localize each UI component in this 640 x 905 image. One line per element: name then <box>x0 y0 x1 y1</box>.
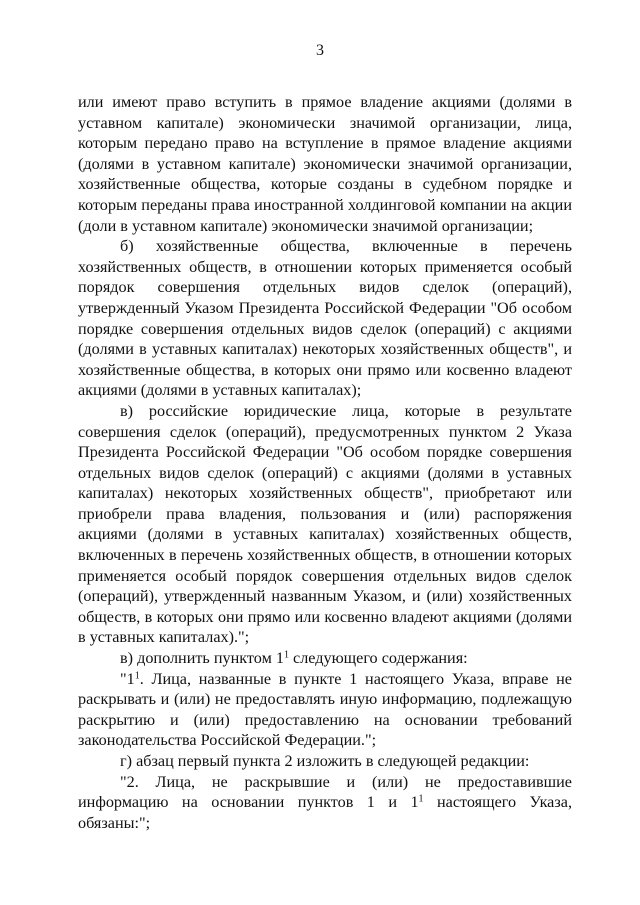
paragraph-b: б) хозяйственные общества, включенные в перечень хозяйственных обществ, в отношении которых применяется особый порядок совершения отдельных видов сделок (операций), утвержденный Указом Президента Российской Федерации "Об особом порядке совершения отдельных видов сделок (операций) с акциями (долями в уставных капиталах) некоторых хозяйственных обществ", и хозяйственные общества, в которых они прямо или косвенно владеют акциями (долями в уставных капиталах); <box>78 237 572 400</box>
paragraph-continuation: или имеют право вступить в прямое владение акциями (долями в уставном капитале) экономически значимой организации, лица, которым передано право на вступление в прямое владение акциями (долями в уставном капитале) экономически значимой организации, хозяйственные общества, которые созданы в судебном порядке и которым переданы права иностранной холдинговой компании на акции (доли в уставном капитале) экономически значимой организации; <box>78 93 572 235</box>
paragraph-g: г) абзац первый пункта 2 изложить в следующей редакции: <box>120 752 530 770</box>
document-body <box>78 92 572 833</box>
text: . Лица, названные в пункте 1 настоящего Указа, вправе не раскрывать и (или) не предоставлять иную информацию, подлежащую раскрытию и (или) предоставлению на основании требований законодательства Российской Федерации."; <box>78 669 572 750</box>
text: настоящего Указа, обязаны:"; <box>78 793 572 832</box>
page-number: 3 <box>316 42 324 59</box>
paragraph-quote-2 <box>78 772 572 834</box>
text: в) дополнить пунктом 1 <box>120 649 284 668</box>
text: "2. Лица, не раскрывшие и (или) не предоставившие информацию на основании пунктов 1 и 1 <box>78 772 572 812</box>
superscript: 1 <box>418 793 424 805</box>
paragraph-quote-1-1 <box>78 669 572 751</box>
paragraph-v-russian-entities: в) российские юридические лица, которые в результате совершения сделок (операций), предусмотренных пунктом 2 Указа Президента Российской Федерации "Об особом порядке совершения отдельных видов сделок (операций) с акциями (долями в уставных капиталах) некоторых хозяйственных обществ", приобретают или приобрели права владения, пользования и (или) распоряжения акциями (долями в уставных капиталах) хозяйственных обществ, включенных в перечень хозяйственных обществ, в отношении которых применяется особый порядок совершения отдельных видов сделок (операций), утвержденный названным Указом, и (или) хозяйственных обществ, в которых они прямо или косвенно владеют акциями (долями в уставных капиталах)."; <box>78 401 572 647</box>
superscript: 1 <box>283 649 289 661</box>
superscript: 1 <box>134 670 140 682</box>
text: "1 <box>120 669 135 688</box>
text: следующего содержания: <box>288 649 468 668</box>
paragraph-v-amendment <box>78 648 572 669</box>
